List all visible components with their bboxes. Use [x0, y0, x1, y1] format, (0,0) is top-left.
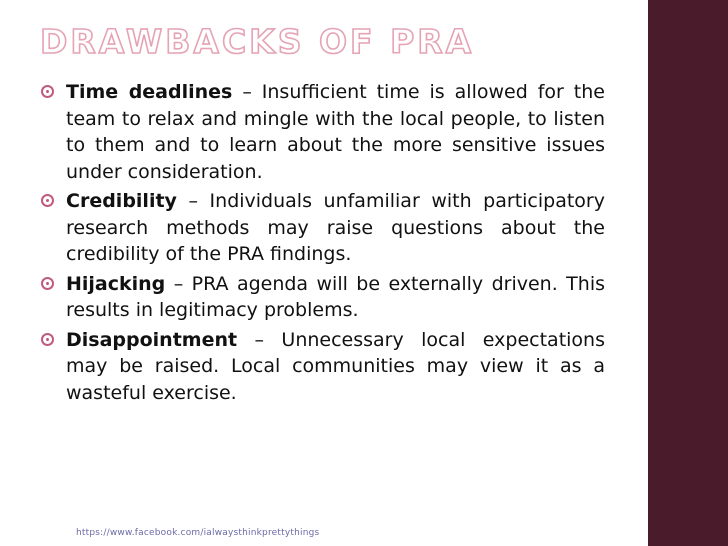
bullet-list	[40, 79, 605, 409]
circle-dot-icon	[41, 333, 54, 346]
bullet-item-disappointment	[40, 327, 605, 407]
bullet-text: – PRA agenda will be externally driven. This results in legitimacy problems.	[66, 272, 605, 321]
bullet-item-hijacking	[40, 271, 605, 324]
bullet-text: – Insufficient time is allowed for the team to relax and mingle with the local people, to listen to them and to learn about the more sensitive issues under consideration.	[66, 81, 605, 183]
bullet-term: Disappointment	[66, 328, 238, 351]
circle-dot-icon	[41, 194, 54, 207]
bullet-item-time-deadlines	[40, 79, 605, 185]
bullet-term: Hijacking	[66, 272, 166, 295]
bullet-item-credibility	[40, 188, 605, 268]
circle-dot-icon	[41, 85, 54, 98]
slide-title: DRAWBACKS OF PRA	[40, 22, 475, 61]
bullet-text: – Individuals unfamiliar with participatory research methods may raise questions about the credibility of the PRA findings.	[66, 190, 605, 265]
circle-dot-icon	[41, 277, 54, 290]
footer-url-link[interactable]: https://www.facebook.com/ialwaysthinkprettythings	[76, 528, 320, 538]
bullet-text: – Unnecessary local expectations may be raised. Local communities may view it as a wasteful exercise.	[66, 328, 605, 404]
bullet-term: Time deadlines	[66, 81, 233, 103]
bullet-term: Credibility	[66, 190, 177, 212]
decorative-side-band	[648, 0, 728, 546]
